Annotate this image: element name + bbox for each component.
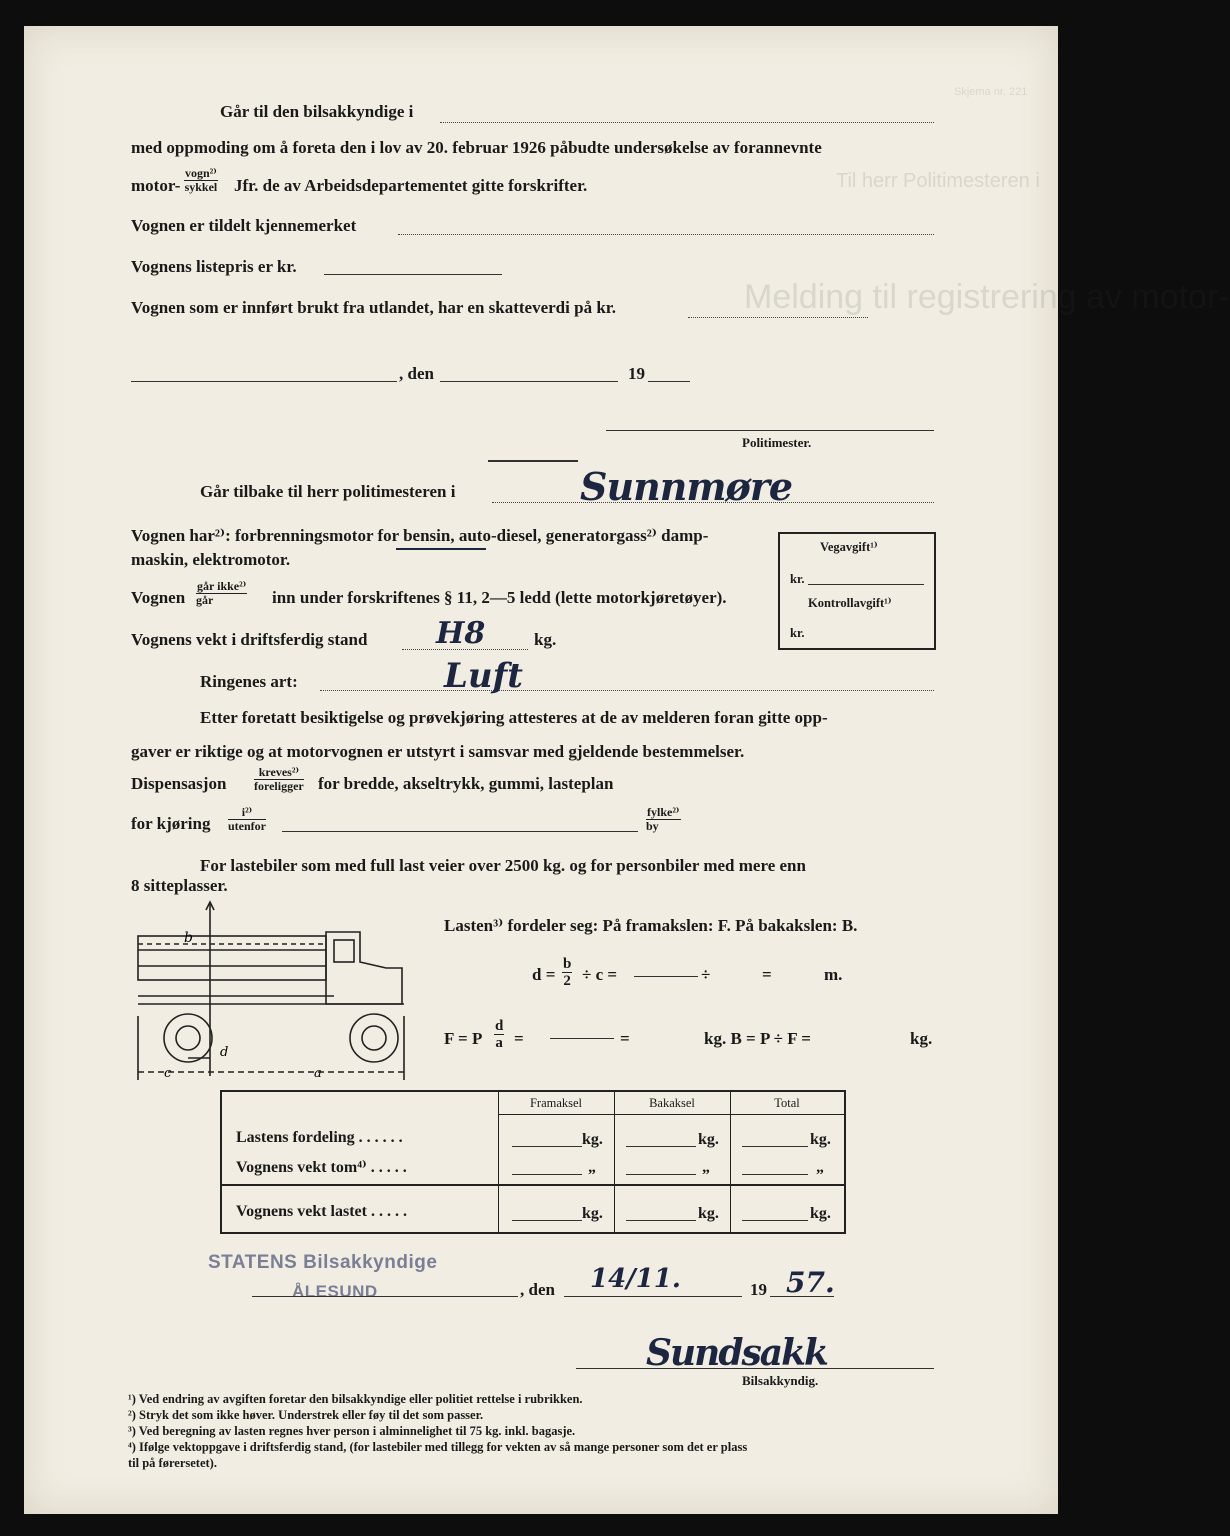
- bleed-through-til: Til herr Politimesteren i: [836, 170, 1040, 192]
- rear-wheel: [164, 1014, 212, 1062]
- year-line: [648, 381, 690, 382]
- row1-unit-bak: kg.: [698, 1131, 719, 1148]
- row2-field-bak: [626, 1174, 696, 1175]
- row-label-lastens: Lastens fordeling . . . . . .: [236, 1129, 403, 1146]
- kjoring-fraction: [228, 806, 266, 833]
- lastebil-line2: 8 sitteplasser.: [131, 876, 228, 895]
- row2-unit-fram: „: [588, 1159, 596, 1176]
- sig-place-line: [252, 1296, 518, 1297]
- motor-suffix: Jfr. de av Arbeidsdepartementet gitte forskrifter.: [234, 176, 588, 195]
- row1-field-fram: [512, 1146, 582, 1147]
- attest-line2: gaver er riktige og at motorvognen er utstyrt i samsvar med gjeldende bestemmelser.: [131, 742, 745, 761]
- col-sep-1: [498, 1092, 499, 1232]
- sakkyndig-place-line: [440, 122, 934, 123]
- engine-line2: maskin, elektromotor.: [131, 550, 291, 569]
- vegavgift-label: Vegavgift¹⁾: [820, 540, 878, 554]
- formula-fa: a: [495, 1035, 503, 1051]
- cab-window: [334, 940, 354, 962]
- formula-m: m.: [824, 965, 843, 984]
- front-wheel-hub: [362, 1026, 386, 1050]
- truck-drawing: [138, 902, 404, 1080]
- bensin-underline: [396, 548, 486, 550]
- diagram-label-c: c: [164, 1066, 172, 1081]
- row1-unit-total: kg.: [810, 1131, 831, 1148]
- kjoring-frac-bottom: utenfor: [228, 819, 266, 833]
- politimester-label: Politimester.: [742, 435, 812, 450]
- disp-fraction: [254, 766, 304, 793]
- formula-fd: d: [495, 1018, 504, 1034]
- row-label-lastet: Vognens vekt lastet . . . . .: [236, 1203, 407, 1220]
- front-wheel: [350, 1014, 398, 1062]
- disp-frac-top: kreves²⁾: [254, 766, 304, 780]
- motor-frac-top: vogn²⁾: [185, 166, 217, 180]
- separator-line: [488, 460, 578, 462]
- place-line: [131, 381, 397, 382]
- col-header-total: Total: [774, 1096, 800, 1110]
- formula-F-eq2: =: [620, 1029, 630, 1048]
- formula-kg-B: kg. B = P ÷ F =: [704, 1029, 811, 1048]
- formula-heading: Lasten³⁾ fordeler seg: På framakslen: F. På bakakslen: B.: [444, 916, 858, 935]
- row2-field-fram: [512, 1174, 582, 1175]
- formula-div: ÷: [701, 965, 711, 984]
- disp-suffix: for bredde, akseltrykk, gummi, lasteplan: [318, 774, 614, 793]
- total-sep: [222, 1184, 844, 1186]
- skatteverdi-label: Vognen som er innført brukt fra utlandet, har en skatteverdi på kr.: [131, 298, 617, 317]
- bleed-through-title: Melding til registrering av motor-: [744, 278, 1230, 316]
- kontrollavgift-kr: kr.: [790, 626, 805, 640]
- col-header-framaksel: Framaksel: [529, 1096, 583, 1110]
- gaar-fraction: [196, 580, 247, 607]
- lastebil-line1: For lastebiler som med full last veier over 2500 kg. og for personbiler med mere enn: [200, 856, 806, 875]
- row2-unit-bak: „: [702, 1159, 710, 1176]
- sig-year-prefix: 19: [750, 1280, 767, 1299]
- row1-unit-fram: kg.: [582, 1131, 603, 1148]
- kontrollavgift-label: Kontrollavgift¹⁾: [808, 596, 892, 610]
- form-page: [24, 26, 1230, 1514]
- vegavgift-field: [808, 584, 924, 585]
- weight-table: [220, 1090, 846, 1234]
- formula-kg-end: kg.: [910, 1029, 933, 1048]
- formula-minus-c: ÷ c =: [582, 965, 618, 984]
- rear-wheel-hub: [176, 1026, 200, 1050]
- attest-line1: Etter foretatt besiktigelse og prøvekjøring attesteres at de av melderen foran gitte opp-: [200, 708, 828, 727]
- cargo-bed: [138, 936, 326, 980]
- vekt-label: Vognens vekt i driftsferdig stand: [131, 630, 368, 649]
- row-label-tom: Vognens vekt tom⁴⁾ . . . . .: [236, 1159, 407, 1176]
- fylke-frac-top: fylke²⁾: [647, 805, 680, 819]
- kjoring-line: [282, 831, 638, 832]
- bleed-through-form-no: Skjema nr. 221: [954, 86, 1028, 98]
- listepris-line: [324, 274, 502, 275]
- footnote-3: ³) Ved beregning av lasten regnes hver person i alminnelighet til 75 kg. inkl. bagasje.: [128, 1424, 576, 1438]
- row3-unit-bak: kg.: [698, 1205, 719, 1222]
- col-sep-2: [614, 1092, 615, 1232]
- oppmoding-line: med oppmoding om å foreta den i lov av 20. februar 1926 påbudte undersøkelse av forannevnte: [131, 138, 822, 157]
- sig-date-line: [564, 1296, 742, 1297]
- row1-field-bak: [626, 1146, 696, 1147]
- formula-two: 2: [563, 973, 571, 989]
- engine-line1: Vognen har²⁾: forbrenningsmotor for bensin, auto-diesel, generatorgass²⁾ damp-: [131, 526, 709, 545]
- col-header-bakaksel: Bakaksel: [649, 1096, 695, 1110]
- sig-den: , den: [520, 1280, 555, 1299]
- return-label: Går tilbake til herr politimesteren i: [200, 482, 456, 501]
- truck-cab: [326, 932, 402, 1004]
- stamp-line1: STATENS Bilsakkyndige: [208, 1252, 438, 1273]
- footnote-4: ⁴) Ifølge vektoppgave i driftsferdig stand, (for lastebiler med tillegg for vekten av så mange personer som det er plass: [128, 1440, 748, 1454]
- diagram-label-b: b: [184, 930, 193, 946]
- ring-label: Ringenes art:: [200, 672, 298, 691]
- politimester-line: [606, 430, 934, 431]
- row1-field-total: [742, 1146, 808, 1147]
- kjoring-prefix: for kjøring: [131, 814, 211, 833]
- fylke-frac-bottom: by: [646, 819, 659, 833]
- gaar-frac-bottom: går: [196, 593, 214, 607]
- ring-line: [320, 690, 934, 691]
- header-sep: [498, 1114, 844, 1115]
- kjennemerke-line: [398, 234, 934, 235]
- kjennemerke-label: Vognen er tildelt kjennemerket: [131, 216, 357, 235]
- footnote-4-cont: til på førersetet).: [128, 1456, 217, 1470]
- sakkyndig-label: Går til den bilsakkyndige i: [220, 102, 414, 121]
- gaar-frac-top: går ikke²⁾: [197, 579, 247, 593]
- col-sep-3: [730, 1092, 731, 1232]
- diagram-label-a: a: [314, 1066, 322, 1081]
- vekt-handwritten: H8: [436, 616, 486, 651]
- return-place-handwritten: Sunnmøre: [580, 464, 793, 509]
- formula-F: F = P: [444, 1029, 483, 1048]
- row2-unit-total: „: [816, 1159, 824, 1176]
- gaar-suffix: inn under forskriftenes § 11, 2—5 ledd (lette motorkjøretøyer).: [272, 588, 727, 607]
- footnote-2: ²) Stryk det som ikke høver. Understrek eller føy til det som passer.: [128, 1408, 484, 1422]
- disp-frac-bottom: foreligger: [254, 779, 304, 793]
- formula-eq: =: [762, 965, 772, 984]
- signature-handwritten: Sundsakk: [646, 1332, 827, 1374]
- kjoring-frac-top: i²⁾: [228, 806, 266, 820]
- row3-unit-total: kg.: [810, 1205, 831, 1222]
- disp-prefix: Dispensasjon: [131, 774, 227, 793]
- row2-field-total: [742, 1174, 808, 1175]
- row3-field-total: [742, 1220, 808, 1221]
- den-label: , den: [399, 364, 434, 383]
- formula-F-field: [550, 1038, 614, 1039]
- motor-prefix: motor-: [131, 176, 181, 195]
- date-line: [440, 381, 618, 382]
- fylke-fraction: [646, 806, 681, 833]
- formula-d-over-a: [494, 1018, 504, 1051]
- formula-d: d =: [532, 965, 556, 984]
- vegavgift-kr: kr.: [790, 572, 805, 586]
- fee-box: [778, 532, 936, 650]
- row3-unit-fram: kg.: [582, 1205, 603, 1222]
- stamp-line2: ÅLESUND: [292, 1282, 378, 1301]
- listepris-label: Vognens listepris er kr.: [131, 257, 297, 276]
- gaar-prefix: Vognen: [131, 588, 186, 607]
- year-prefix: 19: [628, 364, 645, 383]
- formula-b-over-2: [562, 956, 572, 989]
- truck-diagram: [124, 896, 424, 1086]
- formula-b: b: [563, 956, 572, 972]
- footnote-1: ¹) Ved endring av avgiften foretar den bilsakkyndige eller politiet rettelse i rubrikken.: [128, 1392, 583, 1406]
- motor-fraction: [184, 167, 218, 194]
- formula-F-eq: =: [514, 1029, 524, 1048]
- vekt-unit: kg.: [534, 630, 557, 649]
- signature-role: Bilsakkyndig.: [742, 1373, 819, 1388]
- diagram-label-d: d: [220, 1045, 229, 1060]
- skatteverdi-line: [688, 317, 868, 318]
- row3-field-bak: [626, 1220, 696, 1221]
- row3-field-fram: [512, 1220, 582, 1221]
- motor-frac-bottom: sykkel: [184, 180, 218, 194]
- formula-d-field1: [634, 976, 698, 977]
- sig-year-handwritten: 57.: [786, 1266, 835, 1299]
- sig-date-handwritten: 14/11.: [590, 1264, 681, 1294]
- ring-handwritten: Luft: [444, 656, 523, 696]
